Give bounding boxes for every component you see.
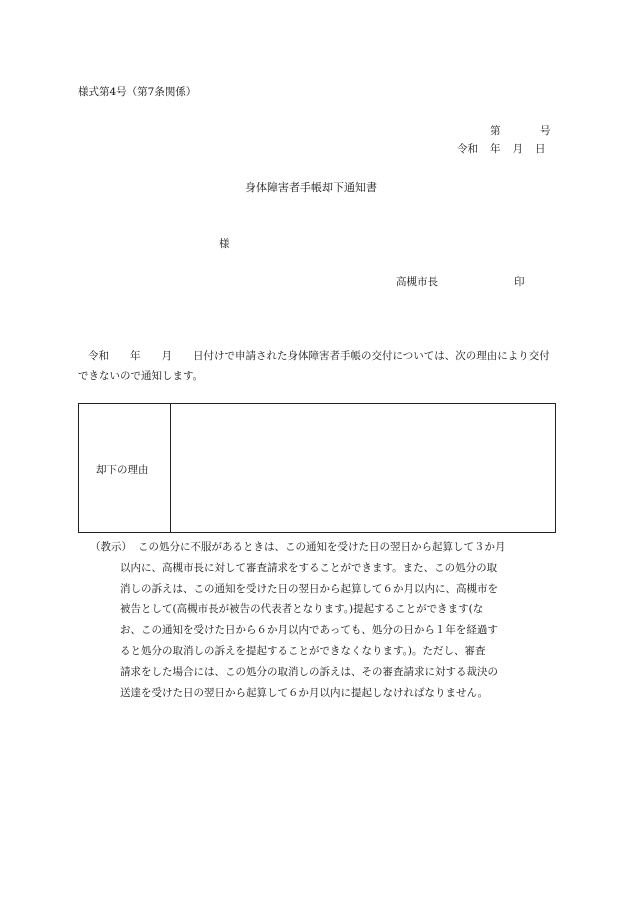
instruction-line: 以内に、高槻市長に対して審査請求をすることができます。また、この処分の取 <box>120 561 498 574</box>
form-number: 様式第4号（第7条関係） <box>78 86 197 98</box>
reason-label-cell <box>79 404 171 532</box>
instruction-text <box>120 537 560 703</box>
instruction-line: ると処分の取消しの訴えを提起することができなくなります。)。ただし、審査 <box>120 644 486 657</box>
date-day-unit: 日 <box>535 143 546 155</box>
document-number-prefix: 第 <box>490 125 501 137</box>
date-year-unit: 年 <box>490 143 501 155</box>
notice-body <box>78 346 554 386</box>
body-month-unit: 月 <box>161 350 172 362</box>
addressee-suffix: 様 <box>219 238 230 250</box>
issue-date-line <box>457 141 546 156</box>
document-number-suffix: 号 <box>540 125 551 137</box>
document-title: 身体障害者手帳却下通知書 <box>245 181 377 194</box>
reason-content-cell <box>171 404 555 532</box>
reason-label: 却下の理由 <box>96 464 149 476</box>
instruction-line: 消しの訴えは、この通知を受けた日の翌日から起算して６か月以内に、高槻市を <box>120 582 498 595</box>
reason-table <box>78 403 556 533</box>
date-month-unit: 月 <box>512 143 523 155</box>
body-year-unit: 年 <box>130 350 141 362</box>
body-text: 日付けで申請された身体障害者手帳の交付については、次の理由により交付できないので通知します。 <box>78 350 550 382</box>
instruction-label: （教示） <box>90 541 132 553</box>
date-era: 令和 <box>457 143 478 155</box>
body-era: 令和 <box>88 350 109 362</box>
instruction-line: 送達を受けた日の翌日から起算して６か月以内に提起しなければなりません。 <box>120 686 489 699</box>
instruction-line: 請求をした場合には、この処分の取消しの訴えは、その審査請求に対する裁決の <box>120 665 498 678</box>
instruction-line: お、この通知を受けた日から６か月以内であっても、処分の日から１年を経過す <box>120 624 498 637</box>
instruction-line: この処分に不服があるときは、この通知を受けた日の翌日から起算して３か月 <box>138 541 506 553</box>
seal-mark: 印 <box>514 276 525 288</box>
instruction-line: 被告として(高槻市長が被告の代表者となります。)提起することができます(な <box>120 603 484 616</box>
sender-title: 高槻市長 <box>396 276 438 288</box>
